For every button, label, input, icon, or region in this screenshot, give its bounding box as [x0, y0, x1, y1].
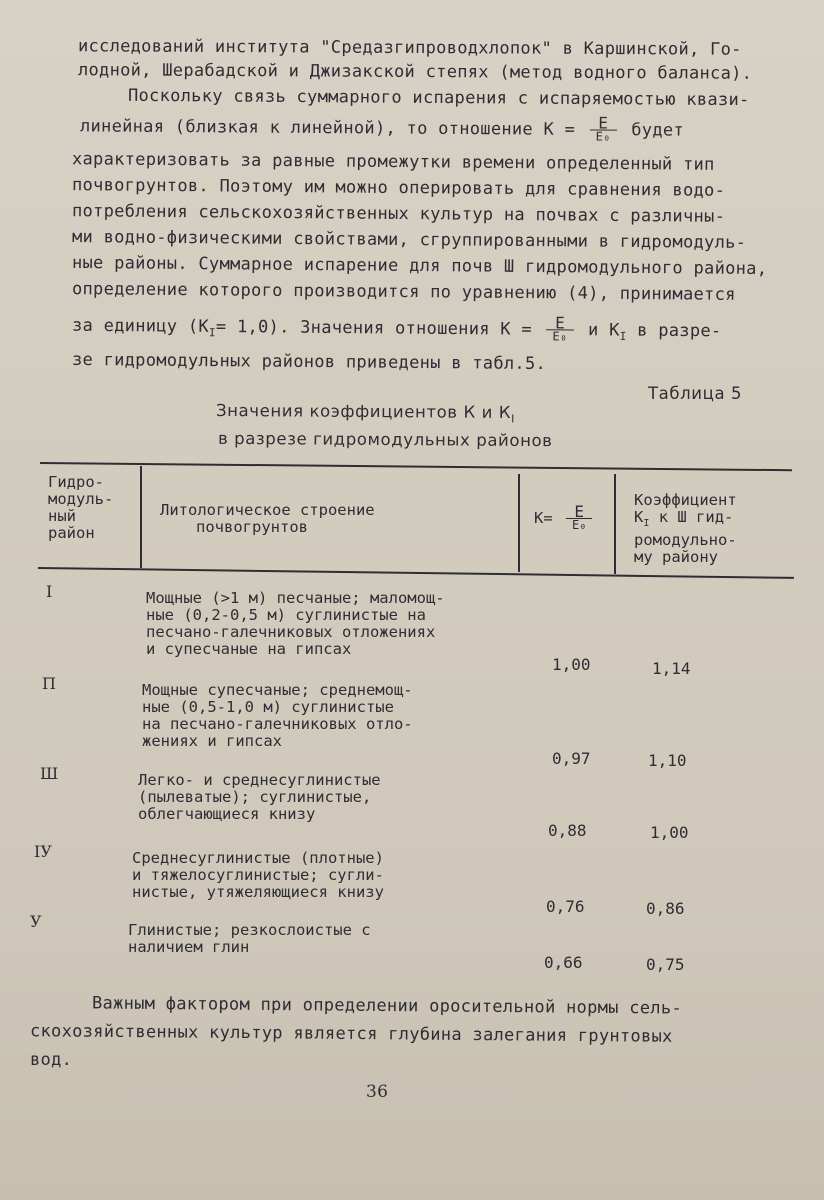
cell-text: ные (0,5-1,0 м) суглинистые	[142, 698, 394, 716]
cell-text: наличием глин	[128, 938, 250, 956]
table-row-lithology	[142, 682, 413, 750]
district-number: I	[46, 582, 53, 601]
fraction-e-over-e0	[546, 313, 573, 344]
subscript: I	[643, 518, 650, 530]
text-line: вод.	[30, 1050, 73, 1070]
k1-value: 1,14	[652, 659, 691, 678]
k1-value: 0,86	[646, 899, 685, 918]
table-header-rule	[38, 567, 794, 579]
text-line: Поскольку связь суммарного испарения с испаряемостью квази-	[127, 85, 750, 111]
page-number: 36	[366, 1082, 389, 1102]
text-line: Важным фактором при определении оросительной нормы сель-	[91, 993, 683, 1019]
cell-text: Мощные (>1 м) песчаные; маломощ-	[146, 589, 445, 607]
k-value: 0,88	[548, 821, 587, 840]
text-fragment: за единицу (К	[71, 315, 210, 337]
header-text: К	[634, 508, 644, 526]
column-divider	[614, 474, 616, 574]
fraction-e-over-e0	[566, 502, 592, 532]
header-k1-coefficient	[634, 492, 737, 566]
table-row-lithology	[132, 850, 384, 901]
header-text: му району	[634, 548, 718, 567]
text-fragment: в разре-	[637, 320, 722, 342]
table-label: Таблица 5	[648, 384, 743, 403]
table-row-lithology	[128, 922, 371, 956]
header-text: Коэффициент	[634, 491, 737, 509]
cell-text: и супесчаные на гипсах	[146, 640, 352, 658]
k1-value: 1,00	[650, 823, 689, 842]
subscript: I	[208, 326, 216, 340]
header-text: ный	[48, 507, 76, 525]
table-row-lithology	[146, 590, 445, 658]
text-line: определение которого производится по уравнению (4), принимается	[71, 279, 736, 305]
header-text: район	[48, 524, 95, 542]
header-text: Литологическое строение	[160, 501, 375, 519]
text-line: исследований института "Средазгипроводхлопок" в Каршинской, Го-	[77, 36, 742, 60]
k-value: 1,00	[552, 655, 591, 674]
district-number: Ш	[40, 764, 59, 783]
district-number: У	[30, 912, 42, 931]
cell-text: Легко- и среднесуглинистые	[138, 771, 381, 789]
column-divider	[518, 474, 520, 572]
header-text: Гидро-	[48, 473, 104, 491]
k-value: 0,97	[552, 749, 591, 768]
k1-value: 0,75	[646, 955, 685, 974]
table-top-rule	[40, 462, 792, 471]
text-line: потребления сельскохозяйственных культур на почвах с различны-	[71, 201, 726, 227]
header-text: почвогрунтов	[196, 518, 308, 536]
k1-value: 1,10	[648, 751, 687, 770]
text-fragment: линейная (близкая к линейной), то отношение К =	[79, 116, 576, 140]
cell-text: облегчающиеся книзу	[138, 805, 316, 823]
cell-text: Среднесуглинистые (плотные)	[132, 849, 384, 867]
header-text: к Ш гид-	[658, 508, 734, 526]
cell-text: на песчано-галечниковых отло-	[142, 715, 413, 733]
formula-line	[80, 114, 684, 143]
header-district	[48, 474, 113, 542]
header-k-ratio	[534, 502, 596, 532]
column-divider	[140, 466, 142, 568]
text-line: ные районы. Суммарное испарение для почв Ш гидромодульного района,	[71, 252, 768, 280]
text-fragment: будет	[631, 120, 685, 141]
fraction-denominator: Е₀	[595, 129, 611, 144]
k-value: 0,76	[546, 897, 585, 916]
text-line: характеризовать за равные промежутки времени определенный тип	[71, 149, 715, 175]
fraction-numerator: Е	[555, 313, 566, 333]
district-number: IУ	[34, 842, 52, 861]
table-row-lithology	[138, 772, 381, 823]
text-line: лодной, Шерабадской и Джизакской степях (метод водного баланса).	[77, 60, 753, 84]
formula-line	[72, 313, 722, 348]
fraction-denominator: Е₀	[572, 518, 587, 532]
table-caption	[216, 401, 515, 429]
cell-text: Мощные супесчаные; среднемощ-	[142, 681, 413, 699]
cell-text: жениях и гипсах	[142, 732, 282, 750]
text-fragment: и К	[588, 320, 620, 341]
fraction-e-over-e0	[590, 113, 617, 144]
fraction-numerator: Е	[574, 502, 585, 521]
district-number: П	[42, 674, 56, 693]
cell-text: нистые, утяжеляющиеся книзу	[132, 883, 384, 901]
subscript: I	[619, 329, 627, 343]
fraction-numerator: Е	[598, 113, 609, 133]
header-text: ромодульно-	[634, 531, 737, 550]
table-caption: в разрезе гидромодульных районов	[217, 428, 553, 451]
cell-text: и тяжелосуглинистые; сугли-	[132, 866, 384, 884]
header-text: модуль-	[48, 490, 114, 508]
text-line: скохозяйственных культур является глубина залегания грунтовых	[29, 1021, 673, 1047]
subscript: I	[511, 412, 516, 426]
cell-text: (пылеватые); суглинистые,	[138, 788, 372, 806]
header-lithology	[160, 502, 375, 536]
k-value: 0,66	[544, 953, 583, 972]
cell-text: Глинистые; резкослоистые с	[128, 921, 371, 939]
caption-text: Значения коэффициентов К и К	[215, 400, 512, 423]
cell-text: песчано-галечниковых отложениях	[146, 623, 436, 641]
text-line: почвогрунтов. Поэтому им можно оперировать для сравнения водо-	[71, 175, 726, 201]
text-line: зе гидромодульных районов приведены в табл.5.	[71, 349, 547, 375]
text-fragment: = 1,0). Значения отношения К =	[215, 316, 533, 340]
text-line: ми водно-физическими свойствами, сгруппированными в гидромодуль-	[71, 227, 747, 253]
header-text: К=	[534, 509, 553, 527]
fraction-denominator: Е₀	[552, 329, 568, 344]
cell-text: ные (0,2-0,5 м) суглинистые на	[146, 606, 426, 624]
